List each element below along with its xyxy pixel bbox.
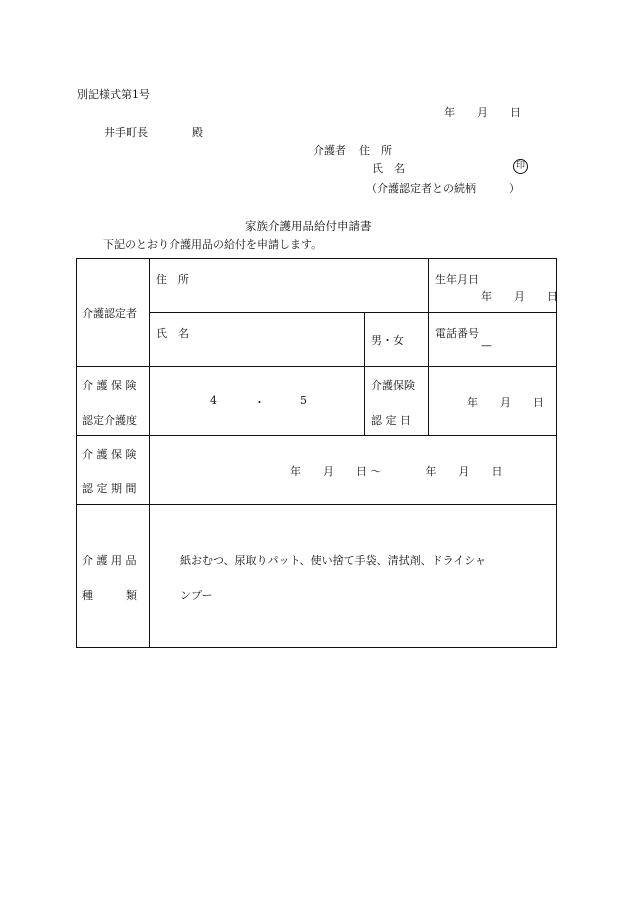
insurance-level-label-2: 認定介護度 <box>82 414 137 427</box>
items-value-cell <box>150 505 557 648</box>
level-separator: ・ <box>254 396 265 409</box>
name-label: 氏 名 <box>156 327 189 340</box>
sex-label: 男・女 <box>371 334 404 347</box>
application-table <box>76 258 557 648</box>
certified-person-label-cell <box>77 259 150 367</box>
address-cell <box>150 259 429 313</box>
caregiver-address-label: 住 所 <box>359 144 392 157</box>
cert-date-value: 年 月 日 <box>467 396 545 409</box>
period-label-cell <box>77 436 150 505</box>
seal-mark: 印 <box>513 159 528 174</box>
name-cell <box>150 313 365 367</box>
items-line-2: ンプー <box>180 589 213 602</box>
document-title: 家族介護用品給付申請書 <box>245 219 372 233</box>
relationship-line: （介護認定者との続柄 ） <box>366 182 520 195</box>
insurance-level-label-cell <box>77 367 150 436</box>
phone-cell <box>429 313 557 367</box>
application-date: 年 月 日 <box>444 106 521 119</box>
period-value: 年 月 日 ～ 年 月 日 <box>290 465 503 478</box>
period-label-2: 認 定 期 間 <box>82 482 137 495</box>
dob-value: 年 月 日 <box>481 290 559 303</box>
certified-person-label: 介護認定者 <box>82 307 137 320</box>
level-5: 5 <box>300 394 307 407</box>
dob-cell <box>429 259 557 313</box>
cert-date-label-cell <box>365 367 429 436</box>
phone-dash: — <box>481 339 493 352</box>
items-label-1: 介 護 用 品 <box>82 554 137 567</box>
cert-date-value-cell <box>429 367 557 436</box>
level-4: 4 <box>210 394 217 407</box>
items-label-cell <box>77 505 150 648</box>
insurance-level-label-1: 介 護 保 険 <box>82 379 137 392</box>
form-number: 別記様式第1号 <box>77 88 150 101</box>
cert-date-label-1: 介護保険 <box>371 379 415 392</box>
phone-label: 電話番号 <box>435 327 480 340</box>
period-value-cell <box>150 436 557 505</box>
period-label-1: 介 護 保 険 <box>82 448 137 461</box>
caregiver-label: 介護者 <box>313 144 346 157</box>
address-label: 住 所 <box>156 273 189 286</box>
caregiver-name-label: 氏 名 <box>372 162 405 175</box>
sex-cell <box>365 313 429 367</box>
dob-label: 生年月日 <box>435 273 480 286</box>
intro-text: 下記のとおり介護用品の給付を申請します。 <box>103 238 323 251</box>
items-label-2: 種 類 <box>82 589 137 602</box>
addressee: 井手町長 殿 <box>104 126 203 139</box>
items-line-1: 紙おむつ、尿取りパット、使い捨て手袋、清拭剤、ドライシャ <box>180 554 487 567</box>
cert-date-label-2: 認 定 日 <box>371 414 411 427</box>
insurance-level-value-cell <box>150 367 365 436</box>
